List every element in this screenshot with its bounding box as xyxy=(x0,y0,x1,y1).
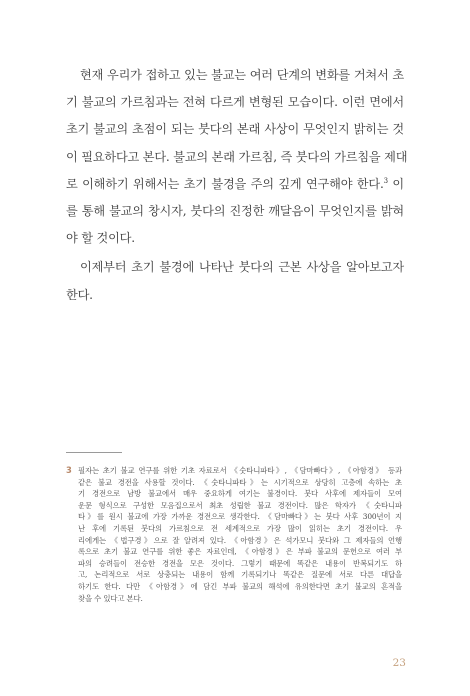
footnote-line: 파의 승려들이 전승한 경전을 모은 것이다. 그렇기 때문에 똑같은 내용이 반복되기도 하 xyxy=(78,558,402,568)
text-line: 한다. xyxy=(66,287,93,302)
text-line xyxy=(66,62,404,89)
text-line-content: 로 이해하기 위해서는 초기 불경을 주의 깊게 연구해야 한다. xyxy=(66,176,384,191)
footnote-line: 같은 불교 경전을 사용할 것이다. 《숫타니파타》는 시기적으로 상당히 고층에 속하는 초 xyxy=(78,477,402,487)
text-line xyxy=(66,254,404,281)
footnote-line: 하기도 한다. 다만 《아함경》에 담긴 부파 불교의 해석에 유의한다면 초기 불교의 흔적을 xyxy=(78,581,402,591)
text-line: 초기 불교의 초점이 되는 붓다의 본래 사상이 무엇인지 밝히는 것 xyxy=(66,122,404,137)
text-line-content: 이 xyxy=(387,176,405,191)
footnote-line-content: 필자는 초기 불교 연구를 위한 기초 자료로서 《숫타니파타》, 《담마빠다》, 《아함경》 등과 xyxy=(78,466,402,475)
footnote xyxy=(66,465,402,604)
footnote-divider xyxy=(66,452,122,453)
footnote-line: 록으로 초기 불교 연구를 위한 좋은 자료인데, 《아함경》은 부파 불교의 문헌으로 여러 부 xyxy=(78,547,402,557)
footnote-line: 운문 형식으로 구성한 모음집으로서 최초 성립한 불교 경전이다. 많은 학자가 《숫타니파 xyxy=(78,500,402,510)
footnote-line xyxy=(66,465,402,477)
paragraph-1 xyxy=(66,62,408,252)
text-line xyxy=(66,171,404,198)
text-line: 를 통해 불교의 창시자, 붓다의 진정한 깨달음이 무엇인지를 밝혀 xyxy=(66,203,404,218)
footnote-line: 난 후에 기록된 붓다의 가르침으로 전 세계적으로 가장 많이 읽히는 초기 경전이다. 우 xyxy=(78,523,402,533)
footnote-line: 찾을 수 있다고 본다. xyxy=(78,593,143,603)
footnote-reference[interactable]: 3 xyxy=(383,176,388,185)
page-number: 23 xyxy=(392,657,406,669)
text-line-content: 현재 우리가 접하고 있는 불교는 여러 단계의 변화를 거쳐서 초 xyxy=(80,68,404,82)
text-line-content: 이제부터 초기 불경에 나타난 붓다의 근본 사상을 알아보고자 xyxy=(80,260,404,275)
text-line: 이 필요하다고 본다. 불교의 본래 가르침, 즉 붓다의 가르침을 제대 xyxy=(66,149,408,164)
footnote-line: 리에게는 《법구경》으로 잘 알려져 있다. 《아함경》은 석가모니 붓다와 그 제자들의 언행 xyxy=(78,535,402,545)
footnote-line: 고, 논리적으로 서로 상충되는 내용이 함께 기록되기나 똑같은 질문에 서로 다른 대답을 xyxy=(78,570,402,580)
footnote-marker: 3 xyxy=(66,465,72,475)
footnote-line: 기 경전으로 남방 불교에서 매우 중요하게 여기는 불경이다. 붓다 사후에 제자들이 모여 xyxy=(78,489,402,499)
text-line: 기 불교의 가르침과는 전혀 다르게 변형된 모습이다. 이런 면에서 xyxy=(66,95,404,110)
main-text xyxy=(66,62,408,309)
text-line: 야 할 것이다. xyxy=(66,231,135,246)
footnote-line: 타》를 원시 불교에 가장 가까운 경전으로 생각한다. 《담마빠다》는 붓다 사후 300년이 지 xyxy=(78,512,402,522)
paragraph-2 xyxy=(66,254,404,308)
